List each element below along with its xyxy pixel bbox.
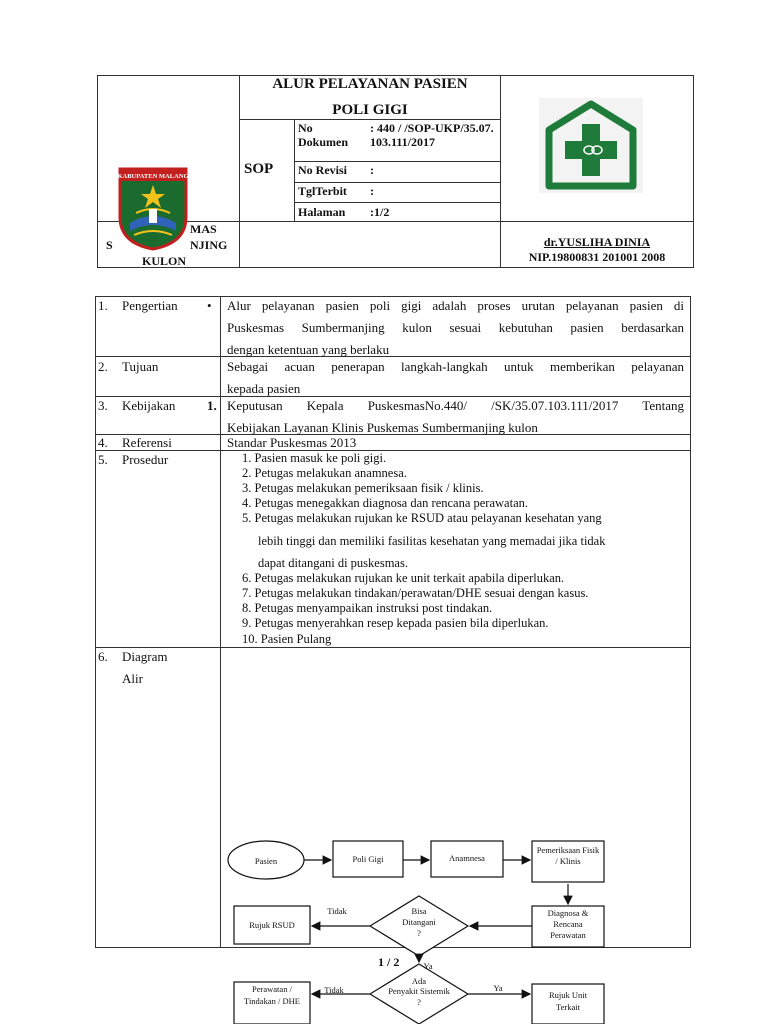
row-label-referensi: Referensi — [122, 435, 172, 450]
org-name-line1: MAS — [190, 222, 217, 236]
org-name-line3: KULON — [142, 254, 187, 268]
prosedur-step: 1. Pasien masuk ke poli gigi. — [242, 451, 387, 465]
referensi-text: Standar Puskesmas 2013 — [227, 435, 357, 450]
prosedur-step: 9. Petugas menyerahkan resep kepada pasien bila diperlukan. — [242, 616, 549, 630]
signer-name: dr.YUSLIHA DINIA — [543, 235, 651, 249]
row-label-diagram: Diagram — [122, 649, 168, 664]
flow-label-perawatan-2: Tindakan / DHE — [244, 996, 300, 1006]
flow-label-rujuk-rsud: Rujuk RSUD — [249, 920, 295, 930]
flow-label-ada-1: Ada — [411, 976, 427, 986]
prosedur-step: 6. Petugas melakukan rujukan ke unit terkait apabila diperlukan. — [242, 571, 565, 585]
row-num-tujuan: 2. — [98, 359, 108, 374]
flow-label-ya-2: Ya — [493, 983, 503, 993]
meta-label-tgl-terbit: TglTerbit — [298, 184, 347, 198]
tujuan-line-1: Sebagai acuan penerapan langkah-langkah untuk memberikan pelayanan — [227, 359, 684, 374]
flow-label-diagnosa-1: Diagnosa & — [547, 908, 589, 918]
meta-value-no-revisi: : — [370, 163, 374, 177]
page-number: 1 / 2 — [378, 955, 400, 969]
flow-label-bisa-2: Ditangani — [402, 917, 436, 927]
row-num-prosedur: 5. — [98, 452, 108, 467]
row-bullet-kebijakan: 1. — [207, 398, 217, 413]
row-label-tujuan: Tujuan — [122, 359, 159, 374]
row-label-prosedur: Prosedur — [122, 452, 169, 467]
prosedur-step: 2. Petugas melakukan anamnesa. — [242, 466, 407, 480]
kebijakan-line-1: Keputusan Kepala PuskesmasNo.440/ /SK/35.07.103.111/2017 Tentang — [227, 398, 684, 413]
org-name-line2-right: NJING — [190, 238, 228, 252]
flow-label-rujuk-unit-2: Terkait — [556, 1002, 580, 1012]
flow-label-diagnosa-3: Perawatan — [550, 930, 586, 940]
meta-label-no-revisi: No Revisi — [298, 163, 347, 177]
kebijakan-line-2: Kebijakan Layanan Klinis Puskemas Sumbermanjing kulon — [227, 420, 538, 435]
flow-label-bisa-1: Bisa — [411, 906, 427, 916]
row-bullet-pengertian: • — [207, 298, 212, 313]
prosedur-step: 8. Petugas menyampaikan instruksi post tindakan. — [242, 601, 493, 615]
flow-label-anamnesa: Anamnesa — [449, 853, 485, 863]
prosedur-step: dapat ditangani di puskesmas. — [258, 556, 408, 570]
row-label-alir: Alir — [122, 671, 143, 686]
sop-label: SOP — [244, 161, 274, 177]
row-num-pengertian: 1. — [98, 298, 108, 313]
flow-label-poli: Poli Gigi — [352, 854, 384, 864]
row-label-pengertian: Pengertian — [122, 298, 178, 313]
prosedur-step: lebih tinggi dan memiliki fasilitas kesehatan yang memadai jika tidak — [258, 534, 606, 548]
prosedur-step: 4. Petugas menegakkan diagnosa dan rencana perawatan. — [242, 496, 528, 510]
flow-label-perawatan-1: Perawatan / — [252, 984, 292, 994]
prosedur-step: 10. Pasien Pulang — [242, 632, 332, 646]
meta-value-tgl-terbit: : — [370, 184, 374, 198]
flow-label-pemeriksaan-2: / Klinis — [555, 856, 581, 866]
doc-title-line2: POLI GIGI — [332, 102, 408, 118]
flow-label-diagnosa-2: Rencana — [553, 919, 583, 929]
flow-label-ada-3: ? — [417, 997, 421, 1007]
meta-label-halaman: Halaman — [298, 205, 346, 219]
row-num-kebijakan: 3. — [98, 398, 108, 413]
pengertian-line-2: Puskesmas Sumbermanjing kulon sesuai kebutuhan pasien berdasarkan — [227, 320, 684, 335]
row-label-kebijakan: Kebijakan — [122, 398, 176, 413]
pengertian-line-3: dengan ketentuan yang berlaku — [227, 342, 390, 357]
prosedur-step: 7. Petugas melakukan tindakan/perawatan/DHE sesuai dengan kasus. — [242, 586, 589, 600]
row-num-referensi: 4. — [98, 435, 108, 450]
org-name-line2-left: S — [106, 238, 113, 252]
meta-value-no-dokumen: : 440 / /SOP-UKP/35.07.103.111/2017 — [370, 121, 494, 149]
flow-label-bisa-3: ? — [417, 928, 421, 938]
meta-value-halaman: :1/2 — [370, 205, 390, 219]
flow-label-ya-1: Ya — [423, 961, 433, 971]
prosedur-step: 5. Petugas melakukan rujukan ke RSUD atau pelayanan kesehatan yang — [242, 511, 602, 525]
flow-label-ada-2: Penyakit Sistemik — [388, 986, 450, 996]
flow-label-pasien: Pasien — [254, 856, 278, 866]
tujuan-line-2: kepada pasien — [227, 381, 301, 396]
row-num-diagram: 6. — [98, 649, 108, 664]
pengertian-line-1: Alur pelayanan pasien poli gigi adalah proses urutan pelayanan pasien di — [227, 298, 684, 313]
flow-label-rujuk-unit-1: Rujuk Unit — [548, 990, 588, 1000]
signer-nip: NIP.19800831 201001 2008 — [528, 250, 666, 264]
flow-label-tidak-2: Tidak — [324, 985, 344, 995]
flow-label-tidak-1: Tidak — [327, 906, 347, 916]
flow-label-pemeriksaan-1: Pemeriksaan Fisik — [536, 845, 600, 855]
meta-label-no-dokumen: No Dokumen — [298, 121, 349, 149]
doc-title-line1: ALUR PELAYANAN PASIEN — [272, 76, 468, 92]
logo-text: KABUPATEN MALANG — [117, 173, 189, 180]
prosedur-step: 3. Petugas melakukan pemeriksaan fisik / klinis. — [242, 481, 484, 495]
